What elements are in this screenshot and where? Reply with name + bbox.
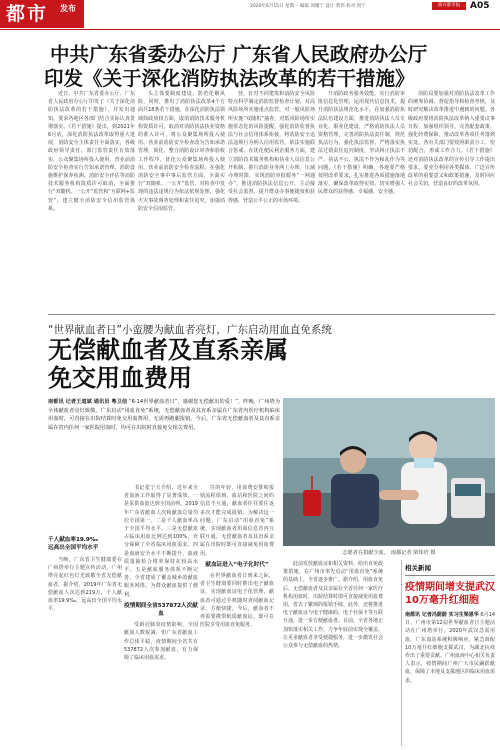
related-byline: 南都讯 记者冯蔚蔚 实习生梁恩华 <box>405 612 479 618</box>
section-subtitle: 发布 <box>60 4 76 13</box>
article2-headline-line2: 免交用血费用 <box>48 364 192 392</box>
article2-column-2: 书记张宁玉介绍，近年来全省血液工作取得了显著成效，一是采供血量达到全国前列，2019年广东省献血人次和献血总量均居全国第一。二是千人献血率高于全国平均水平。三是无偿献血占临床用血比例达到100%，充分保障了全省临床用血需求。四是血液安全水平不断提升，血液质量抽检合格率保持在较高水平。五是献血服务体系不断完善，全省建成了覆盖城乡的献血服务网络，为群众献血提供了便利。 疫情期间全省537872人次献血 受新冠肺炎疫情影响，全国献血人数锐减，但广东省献血工作总体平稳，疫情期间全省共有537872人次参加献血，有力保障了临床用血需求。 <box>124 485 198 662</box>
article2-column-4: 此前发放献血证和相关资料，给出直免政策措施，在广州市率先启动“用血直免”系统的基础上，全省逐步推广。据介绍，用血直免后，无偿献血者及其亲属在全省任何一家医疗机构用血时，出院结算时即可直接减免用血费用，省去了繁琐的报销手续。此外，还将推进电子献血证与电子健康码、电子社保卡等互联互通，进一步方便献血者。目前，全省各地正加快落实相关工作，力争年底前实现全覆盖，让更多献血者享受便捷服务，进一步激发社会公众参与无偿献血的热情。 <box>283 561 383 650</box>
article2-column-1: 当晚，广东省卫生健康委在广州塔举行主题宣传活动，广州塔亮起红色灯光致敬全省无偿献血者。据介绍，2019年广东省无偿献血人次达到219万，千人献血率19.9‰，远高出全国平均水平。 <box>48 557 122 613</box>
lead-byline: 南都讯 记者王道斌 通讯员 粤卫信 <box>48 399 128 405</box>
article1-column-4: 升消防政务服务效能。实行消防审批信息化管理，运用现代信息技术，提升消防执法规范化水平。在加强消防执法队伍建设方面，推进消防执法人员专业化、职业化建设，严格消防执法人员资格管理，完善消防执法责任制，规范执法行为，强化执法监督，严格落实执法过错责任追究制度，坚决纠正执法不严、执法不公、执法不作为和乱作为等问题。《若干措施》明确，各地要严格按照改革要求，扎实推进各项措施落地落实，确保改革取得实效，切实增强人民群众的获得感、幸福感、安全感。 <box>318 91 405 196</box>
section-divider <box>48 314 495 315</box>
article1-column-2: 头主体要制度建设，防范化解风险，同时，推出了消防执法改革4个方面共18条若干措施。在深化消防执法领域简政放权方面，取消消防技术服务机构资质许可，取消对消防执法执业资格的准入许可，将公众聚集场所投入使用、营业前消防安全检查改为告知承诺管理，简化、整合消防设计审查和验收工作程序，优化公众聚集场所投入使用、营业前消防安全检查流程。在强化消防安全事中事后监管方面，全面实行“双随机、一公开”监管，对检查中发现的违法违规行为依法依规处理，强化火灾事故调查处理和责任追究，加强消防安全信用监管。 <box>138 91 225 212</box>
related-label: 相关新闻 <box>405 563 495 576</box>
related-news <box>405 563 495 750</box>
subhead-pandemic-donations: 疫情期间全省537872人次献血 <box>124 602 198 618</box>
lead-text: “6·14世界献血者日”，感谢您无偿献出的爱！”，昨晚，广州塔为全体献血者亮灯致敬。广东启动“用血直免”系统，无偿献血者及其直系亲属在广东省内医疗机构临床用血时，可直接在出院结算时免交用血费用，无需再跑腿报销。今后，广东省无偿献血者及其直系亲属在省内任何一家医院用血时，均可在出院时直接免交相关费用。 <box>48 399 280 431</box>
subhead-donation-rate: 千人献血率19.9‰ <box>48 537 98 543</box>
issue-info: 2020年6月15日 星期一 编辑 刘耀宁 设计 黄伟 校对 周宁 <box>250 4 366 9</box>
blood-donation-photo <box>283 398 495 546</box>
main-headline <box>44 43 490 91</box>
article2-headline-line1: 无偿献血者及直系亲属 <box>48 336 288 364</box>
article2-column-3: 往的年轻，用血费安排和报销流程烦琐，血站和医院之间的信息不互通，献血者往往要往返多次才能完成报销。为解决这一问题，广东启动“用血直免”系统，实现献血者用血信息省内互联互通，无偿献血者及其直系亲属在出院时即可直接减免用血费用。 献血证进入“电子化时代” 在世界献血者日到来之际，省卫生健康委同时推出电子献血证，实现献血证电子化管理，献血者可通过手机随时查阅献血记录，方便快捷。今后，献血者不再需要携带纸质献血证，即可在医院享受用血直免服务。 <box>200 485 274 629</box>
photo-illustration <box>283 398 495 546</box>
section-logo-box <box>0 0 84 28</box>
main-headline-line2: 印发《关于深化消防执法改革的若干措施》 <box>44 67 415 90</box>
article2-lead <box>48 398 280 478</box>
related-text: 6月14日，广州市第12届世界献血者日主题活动在广州塔举行。2020年武汉急需用血，广东血站系统积极响应，紧急调配10万毫升红细胞支援武汉，为湖北抗疫作出了重要贡献。广州血液中心相关负责人表示，疫情期间广州广大市民踊跃献血，保障了本地及支援地区的临床用血需求。 <box>405 612 495 684</box>
related-divider <box>401 560 402 746</box>
article1-column-1: 近日，中共广东省委办公厅、广东省人民政府办公厅印发了《关于深化消防执法改革的若干措施》，并发出通知，要求各地区各部门结合实际认真贯彻落实。《若干措施》提出，到2021年6月底，深化消防执法改革取得重大进展，消防安全主体责任全面落实，各级政府领导责任、部门监管责任有效落实，公众聚集场所投入使用、营业前消防安全检查实行告知承诺管理，消防设施维护保养检测、消防安全评估等消防技术服务机构资质许可取消，全面推行“双随机、一公开”监管和“互联网+监管”，建立健全消防安全信用监管体系。 <box>48 91 135 212</box>
subhead-e-certificate: 献血证进入“电子化时代” <box>205 561 269 568</box>
subhead-above-average: 远高出全国平均水平 <box>48 545 99 551</box>
page-number: A05 <box>470 1 490 11</box>
related-body <box>405 611 495 750</box>
masthead-rule <box>0 29 500 30</box>
article2-kicker: “世界献血者日”小蛮腰为献血者亮灯，广东启动用血直免系统 <box>48 324 332 336</box>
article2-headline <box>48 336 288 392</box>
section-title: 都市 <box>6 3 49 25</box>
masthead <box>0 0 500 30</box>
article1-column-5: 消防局要加强对消防执法改革工作的统筹协调、督促指导和检查考核，及时研究解决改革推进中遇到的问题。各级政府要将消防执法改革纳入重要议事日程，加强组织领导，完善配套政策，强化经费保障，推动改革各项任务落到实处。各有关部门要按照职责分工，密切配合，形成工作合力。《若干措施》还对消防执法改革的宣传引导工作提出要求，要充分利用各类媒体，广泛宣传改革的重要意义和政策措施，及时回应社会关切，营造良好的改革氛围。 <box>408 91 495 188</box>
main-headline-line1: 中共广东省委办公厅 广东省人民政府办公厅 <box>50 43 428 66</box>
photo-caption: 志愿者在捐献全血。 南都记者 梁炜培 摄 <box>342 550 436 556</box>
related-title: 疫情期间增支提武汉10万毫升红细胞 <box>405 582 495 606</box>
article1-column-3: 营，针对不同建筑和消防安全风险特点科学制定消防监督检查计划，对高风险场所实施重点监管，对一般风险场所实施“双随机”抽查，对低风险场所实施常态化的风险提醒，强化消防监督执法与社会信用体系衔接，将消防安全违法违规行为纳入信用监管，依法实施联合惩戒。在优化便民利企服务方面，建立消防技术服务机构和执业人员信息公开机制，推行消防业务网上办理，压减办理时限，实现消防审批服务“一网通办”，推进消防执法信息公开，主动接受社会监督，提升群众办事便捷度和获得感，营造公平公正的市场环境。 <box>228 91 315 204</box>
paper-badge: 南方都市报 <box>432 2 466 10</box>
